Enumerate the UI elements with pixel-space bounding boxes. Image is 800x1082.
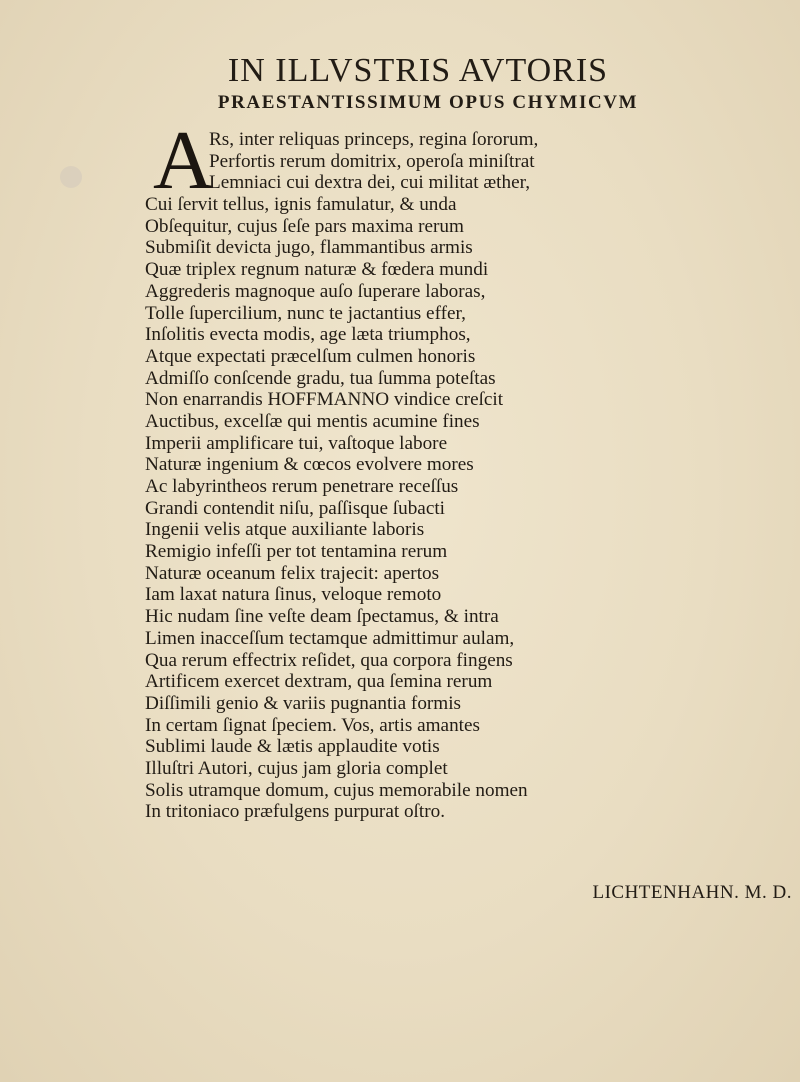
paper-stain — [60, 166, 82, 188]
poem-line: In certam ſignat ſpeciem. Vos, artis amantes — [145, 714, 480, 736]
poem-line: Limen inacceſſum tectamque admittimur aulam, — [145, 627, 515, 649]
poem-body — [145, 129, 665, 823]
poem-line: Aggrederis magnoque auſo ſuperare laboras, — [145, 280, 486, 302]
poem-line: Naturæ oceanum felix trajecit: apertos — [145, 562, 440, 584]
poem-line: Sublimi laude & lætis applaudite votis — [145, 736, 440, 758]
poem-line: Inſolitis evecta modis, age læta triumphos, — [145, 324, 471, 346]
poem-line: Grandi contendit niſu, paſſisque ſubacti — [145, 497, 446, 519]
page-subtitle: PRAESTANTISSIMUM OPUS CHYMICVM — [217, 92, 639, 113]
poem-line: Cui ſervit tellus, ignis famulatur, & unda — [145, 194, 457, 216]
poem-line: Tolle ſupercilium, nunc te jactantius effer, — [145, 302, 466, 324]
poem-line: Qua rerum effectrix reſidet, qua corpora fingens — [145, 649, 513, 671]
poem-line: Solis utramque domum, cujus memorabile nomen — [145, 779, 528, 801]
author-signature: LICHTENHAHN. M. D. — [592, 882, 792, 903]
poem-line: Auctibus, excelſæ qui mentis acumine fines — [145, 410, 480, 432]
poem-line: Obſequitur, cujus ſeſe pars maxima rerum — [145, 215, 464, 237]
poem-line: Naturæ ingenium & cœcos evolvere mores — [145, 454, 474, 476]
poem-line: Submiſit devicta jugo, flammantibus armis — [145, 237, 473, 259]
poem-line: Ac labyrintheos rerum penetrare receſſus — [145, 476, 459, 497]
poem-line: Illuſtri Autori, cujus jam gloria complet — [145, 757, 448, 779]
poem-line: Artificem exercet dextram, qua ſemina rerum — [145, 671, 493, 693]
poem-line: Imperii amplificare tui, vaſtoque labore — [145, 432, 448, 454]
poem-line: Iam laxat natura ſinus, veloque remoto — [145, 584, 442, 606]
poem-line: Rs, inter reliquas princeps, regina ſororum, — [209, 129, 539, 150]
poem-line: In tritoniaco præfulgens purpurat oſtro. — [145, 801, 446, 823]
poem-line: Ingenii velis atque auxiliante laboris — [145, 519, 425, 541]
poem-line: Remigio infeſſi per tot tentamina rerum — [145, 541, 448, 563]
drop-cap: A — [153, 114, 214, 207]
poem-line: Quæ triplex regnum naturæ & fœdera mundi — [145, 259, 489, 281]
poem-line: Admiſſo conſcende gradu, tua ſumma poteſtas — [145, 367, 496, 389]
poem-line: Perfortis rerum domitrix, operoſa miniſtrat — [209, 150, 535, 172]
page-title: IN ILLVSTRIS AVTORIS — [227, 52, 609, 89]
poem-line: Hic nudam ſine veſte deam ſpectamus, & intra — [145, 606, 499, 628]
poem-line: Lemniaci cui dextra dei, cui militat æther, — [209, 172, 531, 194]
poem-line: Atque expectati præcelſum culmen honoris — [145, 345, 476, 367]
poem-line: Diſſimili genio & variis pugnantia formis — [145, 692, 462, 714]
poem-line: Non enarrandis HOFFMANNO vindice creſcit — [145, 389, 504, 411]
